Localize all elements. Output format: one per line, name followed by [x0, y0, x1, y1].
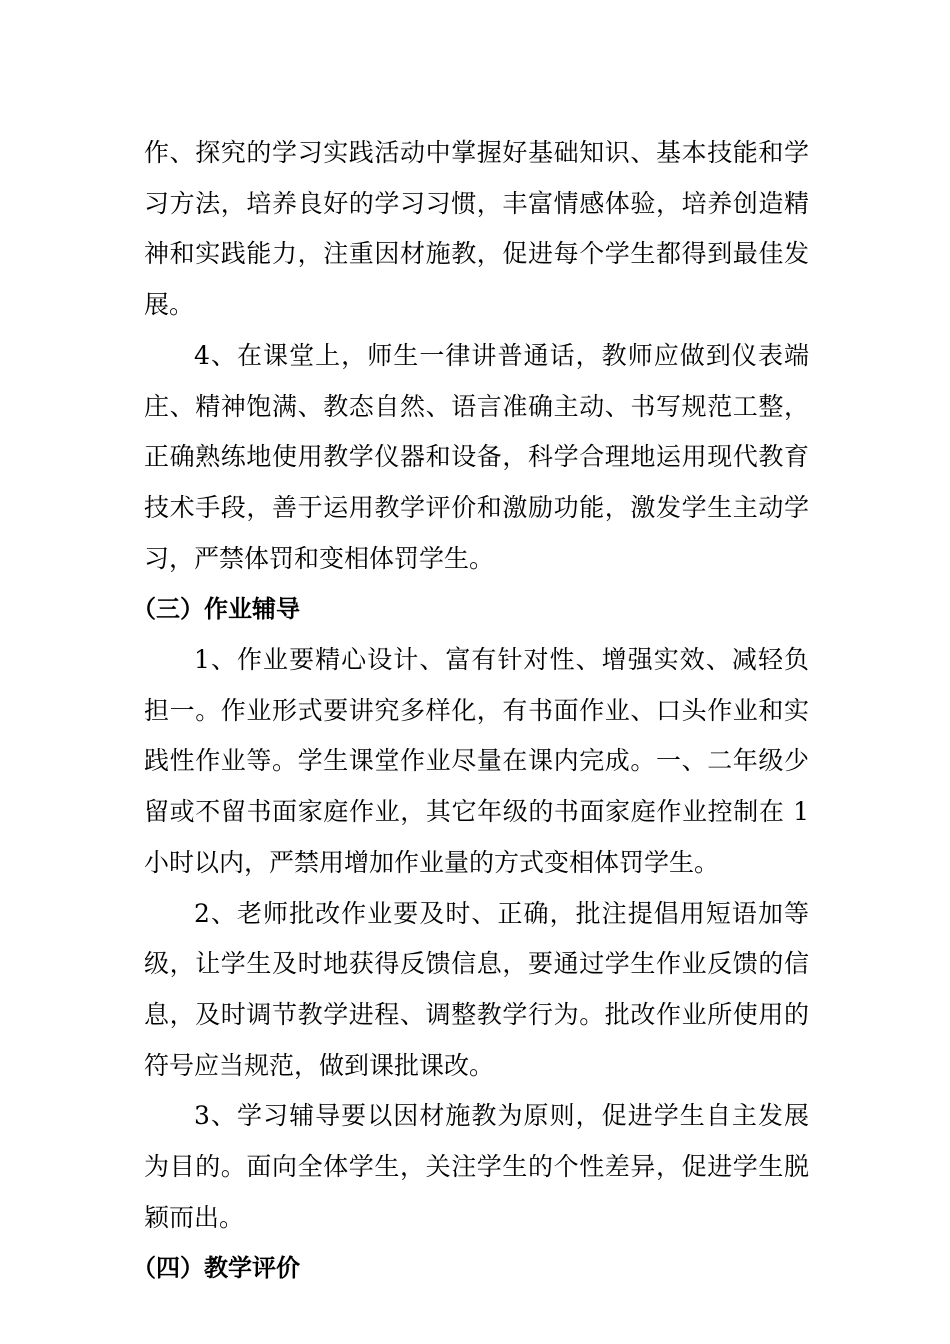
paragraph-continuation: 作、探究的学习实践活动中掌握好基础知识、基本技能和学习方法，培养良好的学习习惯，丰富情感体验，培养创造精神和实践能力，注重因材施教，促进每个学生都得到最佳发展。 — [144, 138, 809, 320]
paragraph-item-3: 3、学习辅导要以因材施教为原则，促进学生自主发展为目的。面向全体学生，关注学生的个性差异，促进学生脱颖而出。 — [144, 1101, 809, 1232]
paragraph-item-4: 4、在课堂上，师生一律讲普通话，教师应做到仪表端庄、精神饱满、教态自然、语言准确主动、书写规范工整，正确熟练地使用教学仪器和设备，科学合理地运用现代教育技术手段，善于运用教学评价和激励功能，激发学生主动学习，严禁体罚和变相体罚学生。 — [144, 340, 809, 573]
section-heading-evaluation: （四）教学评价 — [132, 1254, 300, 1283]
document-body — [132, 128, 809, 1294]
paragraph-item-2: 2、老师批改作业要及时、正确，批注提倡用短语加等级，让学生及时地获得反馈信息，要通过学生作业反馈的信息，及时调节教学进程、调整教学行为。批改作业所使用的符号应当规范，做到课批课改。 — [144, 898, 809, 1080]
section-heading-homework: （三）作业辅导 — [132, 595, 300, 624]
paragraph-item-1: 1、作业要精心设计、富有针对性、增强实效、减轻负担一。作业形式要讲究多样化，有书面作业、口头作业和实践性作业等。学生课堂作业尽量在课内完成。一、二年级少留或不留书面家庭作业，其它年级的书面家庭作业控制在 1 小时以内，严禁用增加作业量的方式变相体罚学生。 — [144, 645, 809, 877]
